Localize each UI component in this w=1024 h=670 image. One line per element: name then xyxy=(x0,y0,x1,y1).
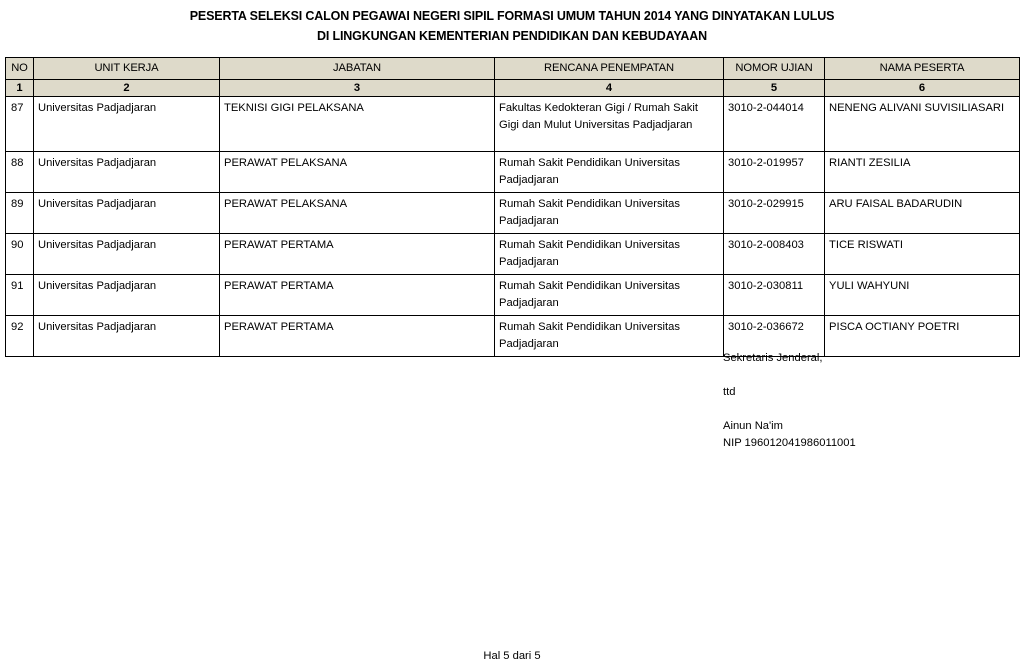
column-header-unit-kerja: UNIT KERJA xyxy=(34,58,220,80)
column-number-4: 4 xyxy=(495,80,724,97)
column-header-no: NO xyxy=(6,58,34,80)
cell-jabatan: TEKNISI GIGI PELAKSANA xyxy=(220,97,495,152)
column-number-5: 5 xyxy=(724,80,825,97)
participants-table-container xyxy=(5,57,1019,357)
table-body xyxy=(6,97,1020,357)
cell-jabatan: PERAWAT PERTAMA xyxy=(220,275,495,316)
cell-rencana-penempatan: Rumah Sakit Pendidikan Universitas Padjadjaran xyxy=(495,234,724,275)
cell-rencana-penempatan: Rumah Sakit Pendidikan Universitas Padjadjaran xyxy=(495,193,724,234)
cell-nomor-ujian: 3010-2-008403 xyxy=(724,234,825,275)
cell-no: 88 xyxy=(6,152,34,193)
cell-unit-kerja: Universitas Padjadjaran xyxy=(34,275,220,316)
column-header-jabatan: JABATAN xyxy=(220,58,495,80)
cell-unit-kerja: Universitas Padjadjaran xyxy=(34,193,220,234)
cell-unit-kerja: Universitas Padjadjaran xyxy=(34,152,220,193)
participants-table xyxy=(5,57,1020,357)
page-footer xyxy=(0,650,1024,662)
signature-spacer-1 xyxy=(723,367,856,384)
document-title xyxy=(0,0,1024,46)
cell-nama-peserta: YULI WAHYUNI xyxy=(825,275,1020,316)
cell-rencana-penempatan: Rumah Sakit Pendidikan Universitas Padjadjaran xyxy=(495,152,724,193)
cell-nama-peserta: PISCA OCTIANY POETRI xyxy=(825,316,1020,357)
cell-unit-kerja: Universitas Padjadjaran xyxy=(34,316,220,357)
cell-jabatan: PERAWAT PERTAMA xyxy=(220,234,495,275)
cell-jabatan: PERAWAT PELAKSANA xyxy=(220,193,495,234)
cell-nomor-ujian: 3010-2-029915 xyxy=(724,193,825,234)
title-line-2: DI LINGKUNGAN KEMENTERIAN PENDIDIKAN DAN KEBUDAYAAN xyxy=(316,29,708,43)
column-header-rencana-penempatan: RENCANA PENEMPATAN xyxy=(495,58,724,80)
title-line-1: PESERTA SELEKSI CALON PEGAWAI NEGERI SIPIL FORMASI UMUM TAHUN 2014 YANG DINYATAKAN LULUS xyxy=(189,9,835,23)
cell-no: 87 xyxy=(6,97,34,152)
cell-jabatan: PERAWAT PERTAMA xyxy=(220,316,495,357)
cell-jabatan: PERAWAT PELAKSANA xyxy=(220,152,495,193)
table-row xyxy=(6,275,1020,316)
signature-block xyxy=(723,350,856,452)
column-number-2: 2 xyxy=(34,80,220,97)
table-row xyxy=(6,234,1020,275)
column-header-nama-peserta: NAMA PESERTA xyxy=(825,58,1020,80)
cell-nama-peserta: RIANTI ZESILIA xyxy=(825,152,1020,193)
table-row xyxy=(6,316,1020,357)
page-number-label: Hal 5 dari 5 xyxy=(483,650,541,662)
cell-nama-peserta: TICE RISWATI xyxy=(825,234,1020,275)
cell-rencana-penempatan: Rumah Sakit Pendidikan Universitas Padjadjaran xyxy=(495,316,724,357)
column-number-6: 6 xyxy=(825,80,1020,97)
column-number-3: 3 xyxy=(220,80,495,97)
cell-unit-kerja: Universitas Padjadjaran xyxy=(34,234,220,275)
table-header xyxy=(6,58,1020,97)
cell-no: 89 xyxy=(6,193,34,234)
cell-rencana-penempatan: Rumah Sakit Pendidikan Universitas Padjadjaran xyxy=(495,275,724,316)
cell-nama-peserta: ARU FAISAL BADARUDIN xyxy=(825,193,1020,234)
cell-no: 90 xyxy=(6,234,34,275)
table-row xyxy=(6,152,1020,193)
signature-nip: NIP 196012041986011001 xyxy=(723,437,856,449)
cell-unit-kerja: Universitas Padjadjaran xyxy=(34,97,220,152)
signature-position: Sekretaris Jenderal, xyxy=(723,352,823,364)
column-number-row xyxy=(6,80,1020,97)
table-row xyxy=(6,97,1020,152)
cell-no: 91 xyxy=(6,275,34,316)
table-row xyxy=(6,193,1020,234)
cell-nomor-ujian: 3010-2-030811 xyxy=(724,275,825,316)
signature-spacer-2 xyxy=(723,401,856,418)
cell-nomor-ujian: 3010-2-044014 xyxy=(724,97,825,152)
table-header-row xyxy=(6,58,1020,80)
column-number-1: 1 xyxy=(6,80,34,97)
cell-no: 92 xyxy=(6,316,34,357)
cell-nama-peserta: NENENG ALIVANI SUVISILIASARI xyxy=(825,97,1020,152)
column-header-nomor-ujian: NOMOR UJIAN xyxy=(724,58,825,80)
cell-rencana-penempatan: Fakultas Kedokteran Gigi / Rumah Sakit Gigi dan Mulut Universitas Padjadjaran xyxy=(495,97,724,152)
signature-ttd-mark: ttd xyxy=(723,386,736,398)
cell-nomor-ujian: 3010-2-019957 xyxy=(724,152,825,193)
cell-nomor-ujian: 3010-2-036672 xyxy=(724,316,825,357)
signature-name: Ainun Na'im xyxy=(723,420,783,432)
